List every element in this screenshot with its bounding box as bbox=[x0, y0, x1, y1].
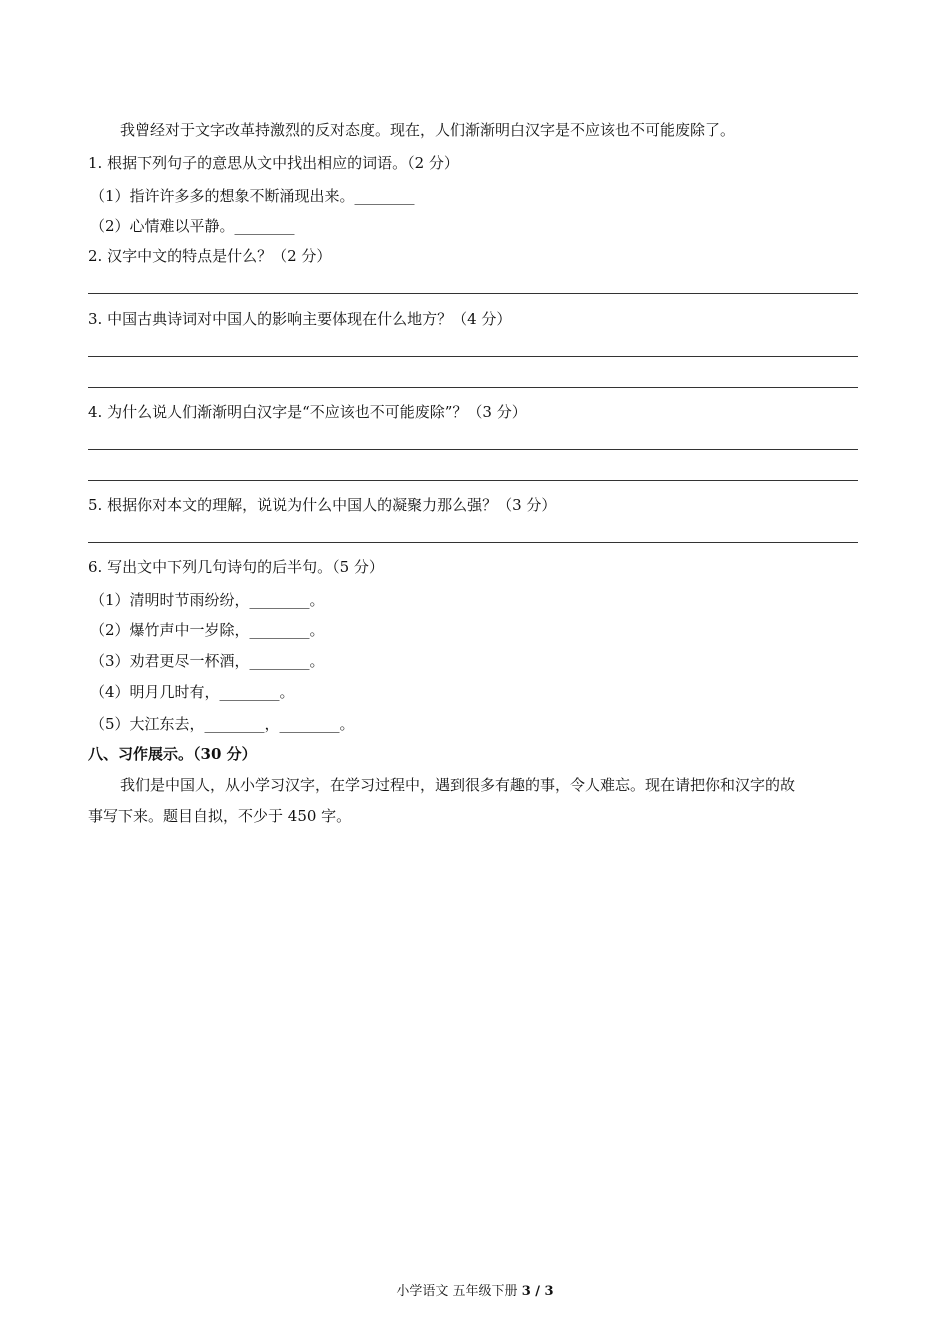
section-8-text-line-2: 事写下来。题目自拟，不少于 450 字。 bbox=[88, 807, 352, 825]
answer-line bbox=[88, 480, 858, 481]
question-6-item-1: （1）清明时节雨纷纷，________。 bbox=[90, 591, 325, 609]
page-footer bbox=[0, 1280, 950, 1299]
answer-line bbox=[88, 387, 858, 388]
question-6-item-4: （4）明月几时有，________。 bbox=[90, 683, 295, 701]
question-4-stem: 4. 为什么说人们渐渐明白汉字是“不应该也不可能废除”？（3 分） bbox=[88, 403, 527, 421]
answer-line bbox=[88, 449, 858, 450]
question-6-stem: 6. 写出文中下列几句诗句的后半句。（5 分） bbox=[88, 558, 384, 576]
answer-line bbox=[88, 293, 858, 294]
question-6-item-2: （2）爆竹声中一岁除，________。 bbox=[90, 621, 325, 639]
question-1-stem: 1. 根据下列句子的意思从文中找出相应的词语。（2 分） bbox=[88, 154, 459, 172]
question-1-item-2: （2）心情难以平静。________ bbox=[90, 217, 295, 235]
answer-line bbox=[88, 542, 858, 543]
question-5-stem: 5. 根据你对本文的理解，说说为什么中国人的凝聚力那么强？（3 分） bbox=[88, 496, 557, 514]
section-8-heading: 八、习作展示。（30 分） bbox=[88, 745, 257, 763]
question-6-item-3: （3）劝君更尽一杯酒，________。 bbox=[90, 652, 325, 670]
section-8-text-line-1: 我们是中国人，从小学习汉字，在学习过程中，遇到很多有趣的事，令人难忘。现在请把你和汉字的故 bbox=[120, 776, 796, 794]
question-2-stem: 2. 汉字中文的特点是什么？（2 分） bbox=[88, 247, 332, 265]
intro-text: 我曾经对于文字改革持激烈的反对态度。现在，人们渐渐明白汉字是不应该也不可能废除了。 bbox=[120, 121, 736, 139]
answer-line bbox=[88, 356, 858, 357]
question-3-stem: 3. 中国古典诗词对中国人的影响主要体现在什么地方？（4 分） bbox=[88, 310, 512, 328]
page-number: 3 / 3 bbox=[521, 1284, 554, 1299]
question-6-item-5: （5）大江东去，________，________。 bbox=[90, 715, 355, 733]
footer-label: 小学语文 五年级下册 bbox=[396, 1284, 522, 1299]
question-1-item-1: （1）指许许多多的想象不断涌现出来。________ bbox=[90, 187, 415, 205]
